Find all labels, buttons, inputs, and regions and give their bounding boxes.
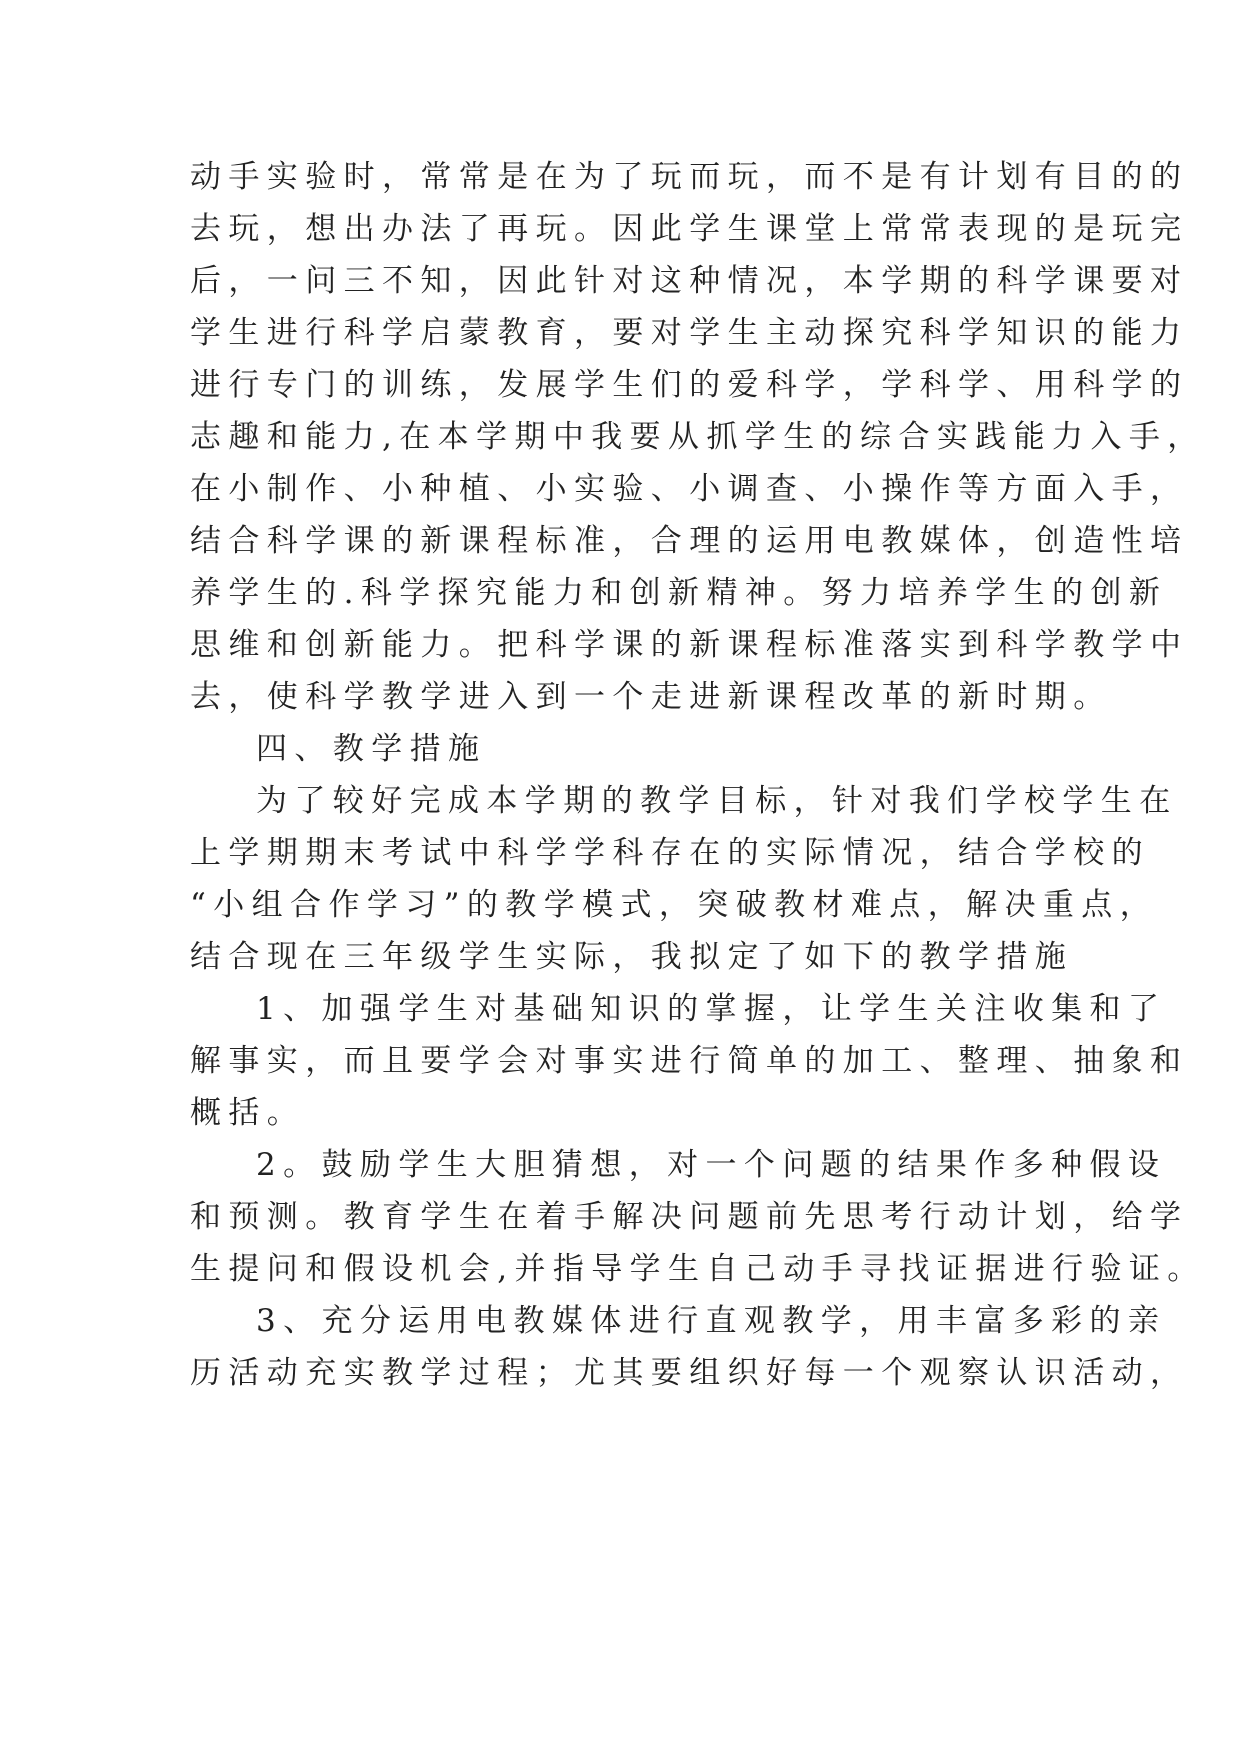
text-line: “小组合作学习”的教学模式，突破教材难点，解决重点， (190, 887, 1159, 923)
section-heading: 四、教学措施 (256, 731, 487, 767)
text-line: 进行专门的训练，发展学生们的爱科学，学科学、用科学的 (190, 367, 1189, 403)
text-line: 动手实验时，常常是在为了玩而玩，而不是有计划有目的的 (190, 159, 1189, 195)
text-line: 为了较好完成本学期的教学目标，针对我们学校学生在 (256, 783, 1178, 819)
text-line: 思维和创新能力。把科学课的新课程标准落实到科学教学中 (190, 627, 1189, 663)
text-line: 生提问和假设机会,并指导学生自己动手寻找证据进行验证。 (190, 1251, 1206, 1287)
text-line: 结合科学课的新课程标准，合理的运用电教媒体，创造性培 (190, 523, 1189, 559)
text-line: 和预测。教育学生在着手解决问题前先思考行动计划，给学 (190, 1199, 1189, 1235)
list-item-2: 2。鼓励学生大胆猜想，对一个问题的结果作多种假设 (256, 1147, 1167, 1183)
text-line: 在小制作、小种植、小实验、小调查、小操作等方面入手， (190, 471, 1189, 507)
text-line: 志趣和能力,在本学期中我要从抓学生的综合实践能力入手， (190, 419, 1206, 455)
text-line: 历活动充实教学过程；尤其要组织好每一个观察认识活动， (190, 1355, 1189, 1391)
text-line: 学生进行科学启蒙教育，要对学生主动探究科学知识的能力 (190, 315, 1189, 351)
text-line: 结合现在三年级学生实际，我拟定了如下的教学措施 (190, 939, 1074, 975)
list-item-3: 3、充分运用电教媒体进行直观教学，用丰富多彩的亲 (256, 1303, 1167, 1339)
text-line: 后，一问三不知，因此针对这种情况，本学期的科学课要对 (190, 263, 1189, 299)
text-line: 上学期期末考试中科学学科存在的实际情况，结合学校的 (190, 835, 1150, 871)
text-line: 解事实，而且要学会对事实进行简单的加工、整理、抽象和 (190, 1043, 1189, 1079)
text-line: 去玩，想出办法了再玩。因此学生课堂上常常表现的是玩完 (190, 211, 1189, 247)
text-line: 养学生的.科学探究能力和创新精神。努力培养学生的创新 (190, 575, 1168, 611)
text-line: 去，使科学教学进入到一个走进新课程改革的新时期。 (190, 679, 1112, 715)
text-line: 概括。 (190, 1095, 306, 1131)
list-item-1: 1、加强学生对基础知识的掌握，让学生关注收集和了 (256, 991, 1167, 1027)
